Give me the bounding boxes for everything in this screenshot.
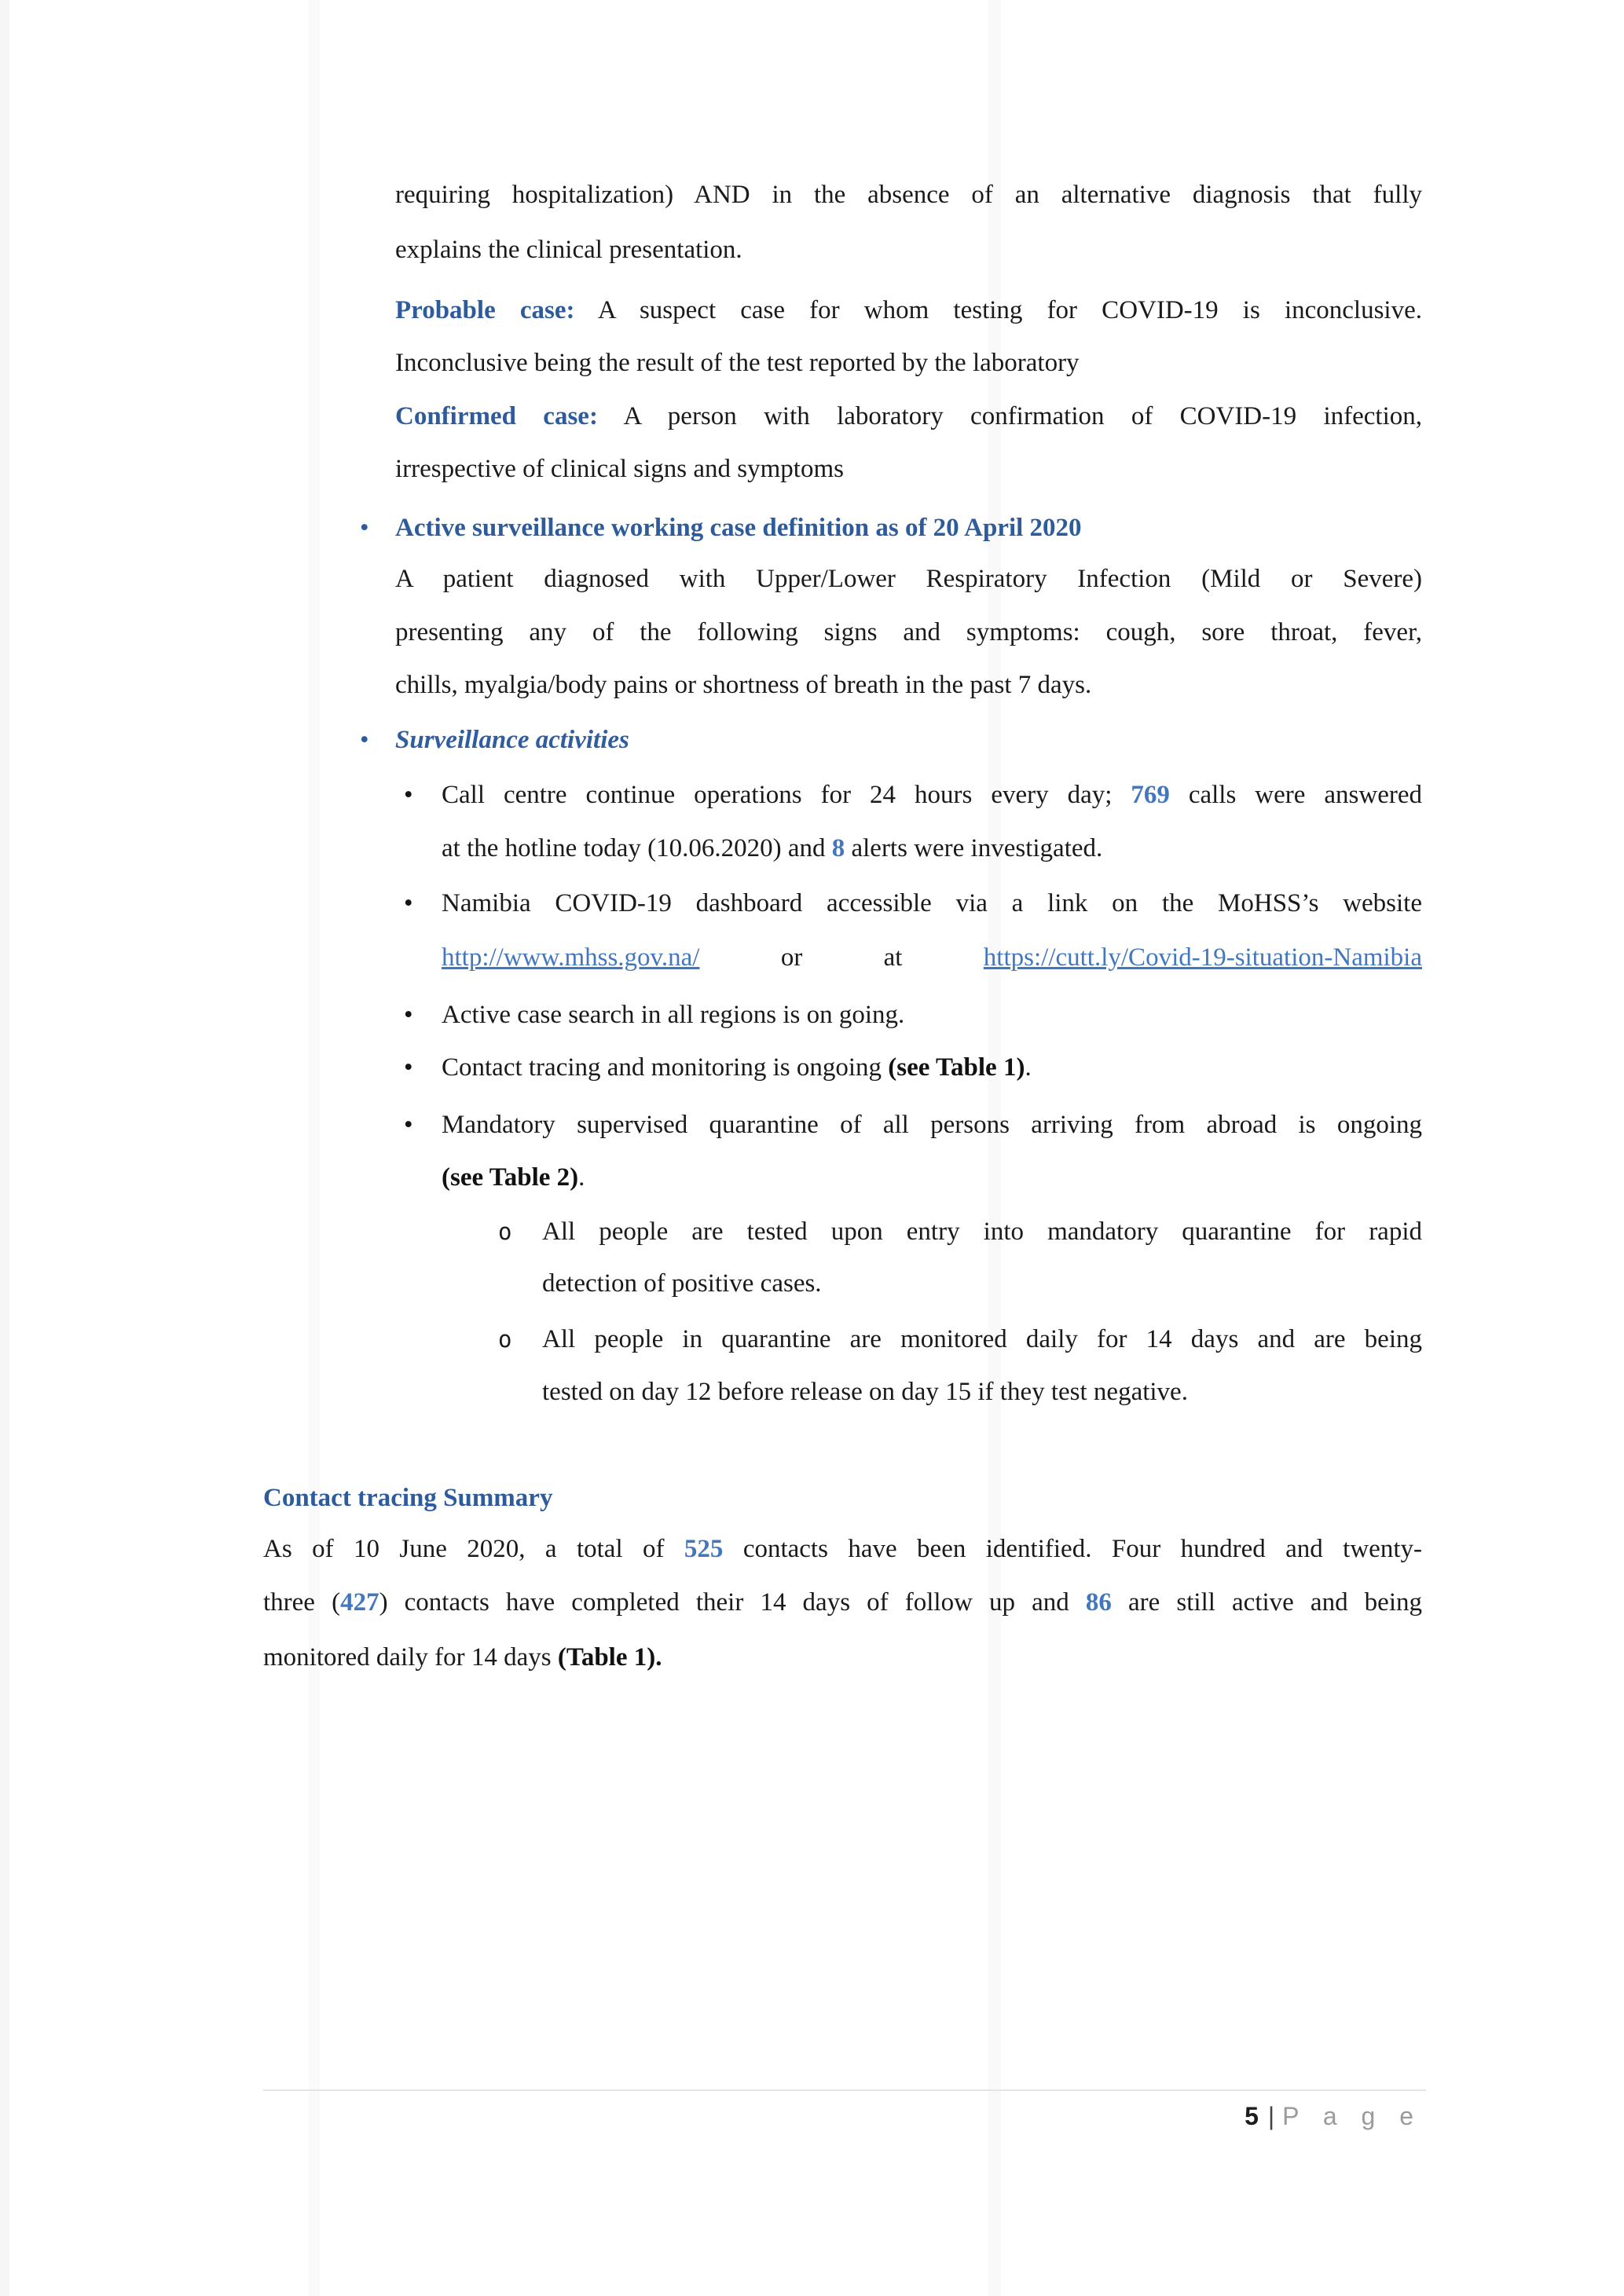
text-segment: at the hotline today (10.06.2020) and: [442, 834, 832, 862]
scan-artifact-band: [309, 0, 320, 2296]
text-line: [395, 510, 1422, 546]
section-heading: [263, 1480, 1422, 1516]
text-segment: presenting any of the following signs and symptoms: cough, sore throat, fever,: [395, 618, 1422, 646]
text-line: [442, 1049, 1422, 1086]
bullet-icon: •: [404, 1111, 413, 1139]
text-segment: monitored daily for 14 days: [263, 1643, 558, 1672]
text-segment: irrespective of clinical signs and symptoms: [395, 455, 844, 483]
text-segment: A person with laboratory confirmation of COVID-19 infection,: [597, 402, 1422, 430]
text-line: [263, 1584, 1422, 1620]
text-line: [542, 1265, 1422, 1302]
text-segment: alerts were investigated.: [845, 834, 1103, 862]
text-segment: or at: [699, 943, 984, 972]
text-segment: Mandatory supervised quarantine of all persons arriving from abroad is ongoing: [442, 1111, 1422, 1139]
text-segment: Contact tracing and monitoring is ongoing: [442, 1053, 889, 1082]
text-segment: 86: [1085, 1588, 1112, 1617]
text-line: [542, 1214, 1422, 1250]
text-segment: explains the clinical presentation.: [395, 236, 742, 264]
bullet-icon: o: [498, 1218, 512, 1245]
bullet-icon: •: [360, 726, 369, 754]
text-segment: tested on day 12 before release on day 15 if they test negative.: [542, 1378, 1188, 1406]
text-line: [395, 667, 1422, 703]
text-segment: Surveillance activities: [395, 726, 629, 754]
text-segment: Namibia COVID-19 dashboard accessible via a link on the MoHSS’s website: [442, 889, 1422, 917]
text-segment: Active surveillance working case definition as of 20 April 2020: [395, 514, 1082, 542]
text-line: [442, 939, 1422, 976]
link-mhss-website[interactable]: http://www.mhss.gov.na/: [442, 943, 700, 972]
text-segment: All people are tested upon entry into mandatory quarantine for rapid: [542, 1218, 1422, 1246]
scan-edge-shadow: [0, 0, 9, 2296]
text-line: [395, 614, 1422, 650]
text-segment: A patient diagnosed with Upper/Lower Respiratory Infection (Mild or Severe): [395, 565, 1422, 593]
bullet-icon: •: [360, 514, 369, 542]
text-line: [395, 561, 1422, 597]
text-line: [263, 1531, 1422, 1567]
footer-page-label: P a g e: [1282, 2102, 1422, 2130]
text-segment: (see Table 2): [442, 1163, 579, 1192]
text-line: [395, 345, 1422, 381]
text-segment: calls were answered: [1169, 781, 1422, 809]
text-segment: Inconclusive being the result of the test reported by the laboratory: [395, 349, 1080, 377]
text-line: [442, 830, 1422, 866]
text-line: [442, 997, 1422, 1033]
text-line: [263, 1639, 1422, 1675]
text-segment: .: [578, 1163, 585, 1192]
text-segment: Probable case:: [395, 296, 575, 324]
text-segment: Active case search in all regions is on going.: [442, 1001, 905, 1029]
text-line: [442, 1107, 1422, 1143]
bullet-icon: •: [404, 781, 413, 809]
text-line: [395, 398, 1422, 434]
page-number: 5: [1245, 2102, 1260, 2130]
text-line: [395, 722, 1422, 758]
text-line: [395, 451, 1422, 487]
text-segment: three (: [263, 1588, 341, 1617]
text-line: [395, 292, 1422, 328]
text-segment: ) contacts have completed their 14 days of follow up and: [379, 1588, 1086, 1617]
text-segment: Call centre continue operations for 24 hours every day;: [442, 781, 1131, 809]
text-segment: Confirmed case:: [395, 402, 598, 430]
text-segment: are still active and being: [1111, 1588, 1423, 1617]
text-segment: (Table 1).: [557, 1643, 662, 1672]
footer-separator: |: [1267, 2102, 1275, 2130]
text-line: [542, 1321, 1422, 1357]
bullet-icon: o: [498, 1326, 512, 1353]
text-segment: .: [1025, 1053, 1032, 1082]
text-segment: As of 10 June 2020, a total of: [263, 1535, 684, 1563]
text-line: [442, 885, 1422, 921]
text-segment: 769: [1131, 781, 1170, 809]
text-segment: chills, myalgia/body pains or shortness of breath in the past 7 days.: [395, 671, 1092, 699]
text-segment: 427: [340, 1588, 379, 1617]
text-line: [542, 1374, 1422, 1410]
bullet-icon: •: [404, 1001, 413, 1029]
bullet-icon: •: [404, 1053, 413, 1082]
text-segment: Contact tracing Summary: [263, 1484, 553, 1512]
text-line: [395, 232, 1422, 268]
text-segment: detection of positive cases.: [542, 1269, 822, 1298]
text-line: [395, 177, 1422, 213]
footer-divider: [263, 2089, 1426, 2091]
link-cuttly-dashboard[interactable]: https://cutt.ly/Covid-19-situation-Namibia: [983, 943, 1422, 972]
text-segment: requiring hospitalization) AND in the absence of an alternative diagnosis that fully: [395, 181, 1422, 209]
bullet-icon: •: [404, 889, 413, 917]
text-segment: 8: [831, 834, 845, 862]
text-segment: 525: [684, 1535, 724, 1563]
text-segment: contacts have been identified. Four hundred and twenty-: [723, 1535, 1422, 1563]
text-line: [442, 1159, 1422, 1196]
page-footer: [1021, 2099, 1422, 2133]
text-line: [442, 777, 1422, 813]
text-segment: All people in quarantine are monitored daily for 14 days and are being: [542, 1325, 1422, 1353]
text-segment: A suspect case for whom testing for COVID-19 is inconclusive.: [574, 296, 1422, 324]
text-segment: (see Table 1): [888, 1053, 1025, 1082]
